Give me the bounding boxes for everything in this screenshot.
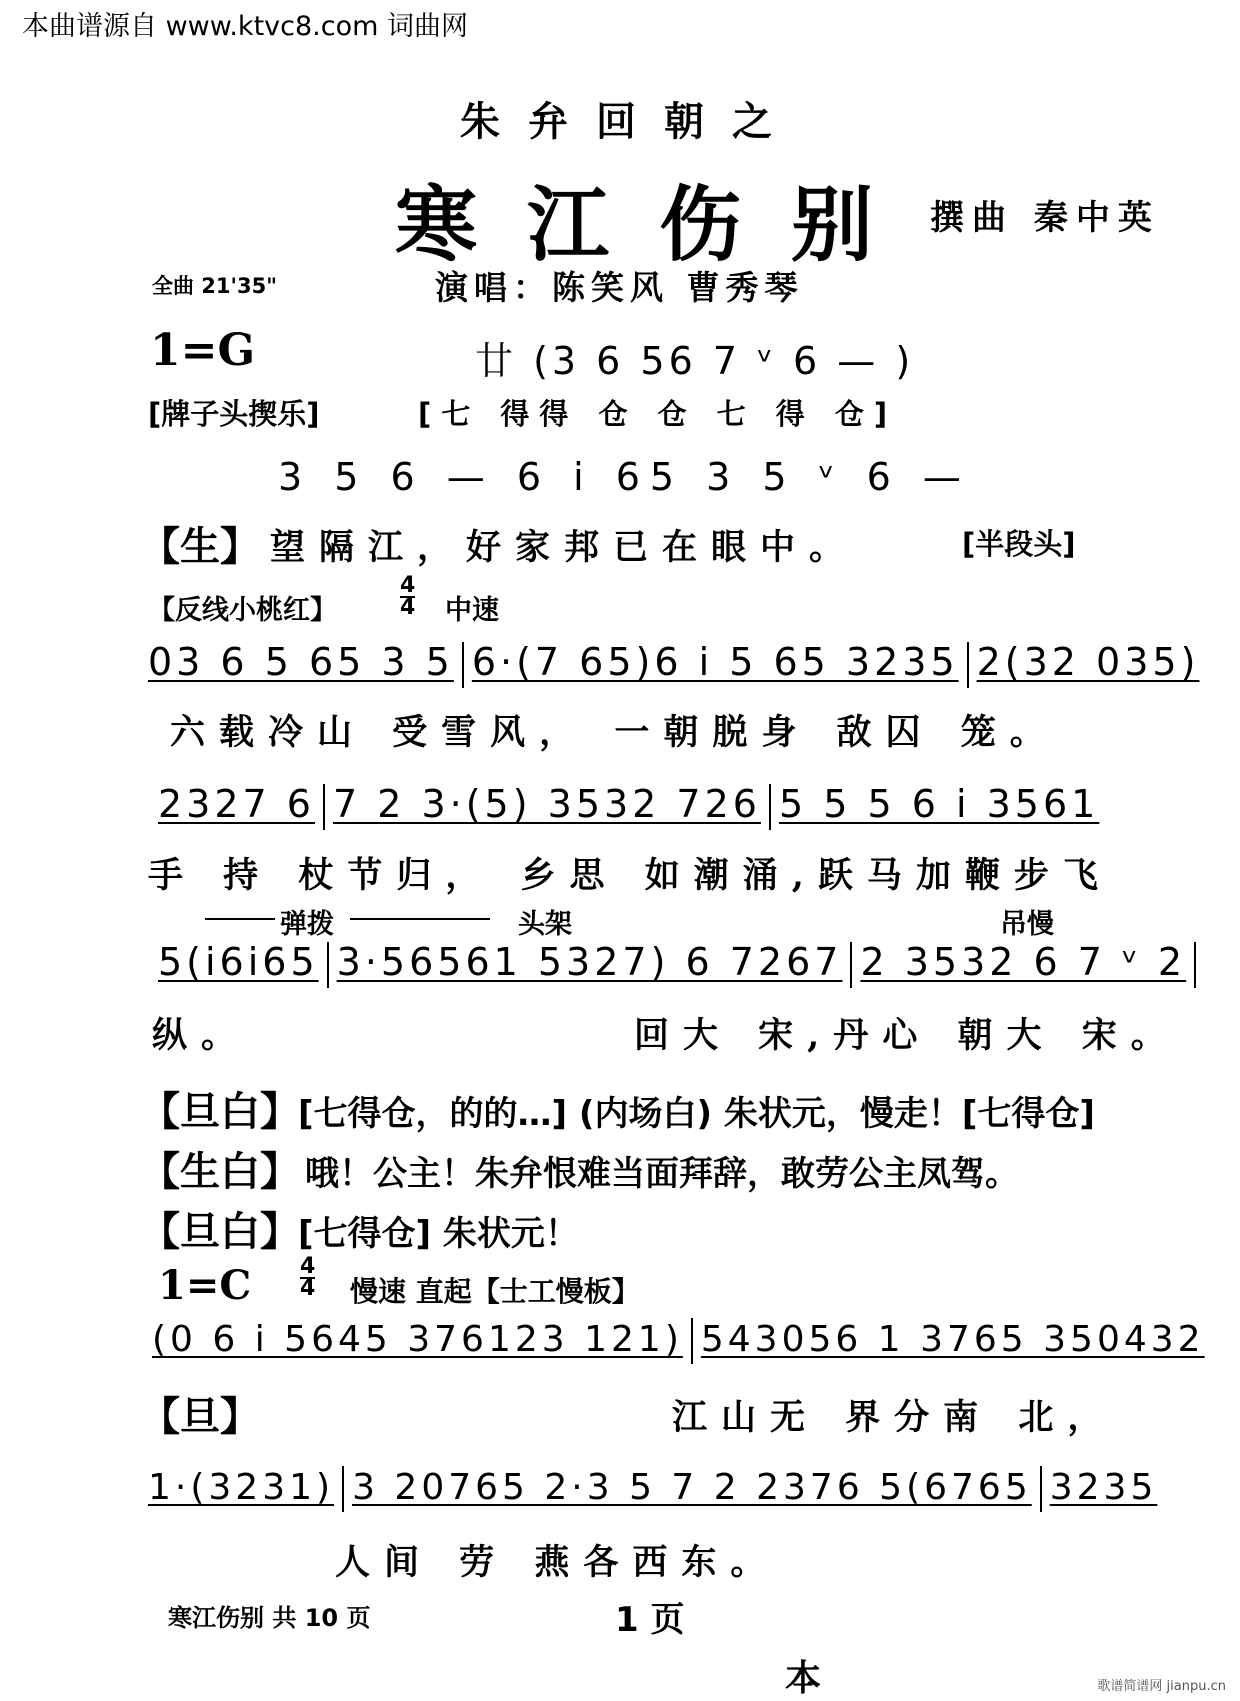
time-sig-denominator: 4 xyxy=(300,1276,316,1301)
measure-10: (0 6 i 5645 376123 121) xyxy=(152,1319,683,1360)
tempo-1: 中速 xyxy=(445,595,499,626)
notation-line-3 xyxy=(158,940,1204,988)
notation-line-4 xyxy=(152,1318,1205,1364)
footer-watermark: 歌谱简谱网 jianpu.cn xyxy=(1097,1679,1226,1694)
measure-13: 3 20765 2·3 5 7 2 2376 5(6765 xyxy=(352,1467,1032,1508)
notation-line-2 xyxy=(158,782,1099,830)
measure-6: 5 5 5 6 i 3561 xyxy=(778,782,1100,826)
measure-3: 2(32 035) xyxy=(976,640,1200,684)
measure-11: 543056 1 3765 350432 xyxy=(700,1319,1205,1360)
measure-12: 1·(3231) xyxy=(148,1467,335,1508)
notation-line-1 xyxy=(148,640,1199,688)
lyric-a: 望隔江，好家邦已在眼中。 xyxy=(270,527,859,568)
role-dan-bai-1: 【旦白】 xyxy=(140,1089,300,1135)
page-number: 1 页 xyxy=(615,1600,685,1640)
role-sheng: 【生】 xyxy=(140,524,260,570)
duration: 全曲 21'35" xyxy=(152,274,278,298)
lyric-f: 人间 劳 燕各西东。 xyxy=(335,1542,780,1583)
notation-line-5 xyxy=(148,1466,1157,1512)
lyric-b: 六载冷山 受雪风， 一朝脱身 敌囚 笼。 xyxy=(170,712,1059,753)
measure-2: 6·(7 65)6 i 5 65 3235 xyxy=(471,640,959,684)
tan-bo-line-left xyxy=(205,918,275,920)
measure-1: 03 6 5 65 3 5 xyxy=(148,640,454,684)
subtitle: 朱弁回朝之 xyxy=(460,98,800,145)
tan-bo-label: 弹拨 xyxy=(280,909,334,940)
lyric-d1: 纵。 xyxy=(152,1015,251,1056)
barline xyxy=(850,942,852,988)
barline xyxy=(323,784,325,830)
ben-char: 本 xyxy=(785,1658,822,1699)
tan-bo-line-right xyxy=(350,918,490,920)
tempo-2: 慢速 直起【士工慢板】 xyxy=(350,1275,640,1308)
pai-label: [牌子头揳乐] xyxy=(148,397,320,431)
intro-notes: 廿 (3 6 56 7 ᵛ 6 — ) xyxy=(475,339,915,383)
barline xyxy=(769,784,771,830)
measure-8: 3·56561 5327) 6 7267 xyxy=(336,940,843,984)
role-dan: 【旦】 xyxy=(140,1394,260,1440)
role-sheng-bai: 【生白】 xyxy=(140,1149,300,1195)
diao-man-label: 吊慢 xyxy=(1000,909,1054,940)
time-signature-2 xyxy=(300,1254,316,1301)
dialog-sheng-bai: 哦！公主！朱弁恨难当面拜辞，敢劳公主凤驾。 xyxy=(305,1154,1019,1194)
key-signature-c: 1=C xyxy=(158,1262,252,1309)
barline xyxy=(967,642,969,688)
fan-label: 【反线小桃红】 xyxy=(148,595,337,626)
line2-notes: 3 5 6 — 6 i 65 3 5 ᵛ 6 — xyxy=(278,455,971,499)
lyric-c: 手 持 杖节归， 乡思 如潮涌,跃马加鞭步飞 xyxy=(148,855,1112,896)
measure-9: 2 3532 6 7 ᵛ 2 xyxy=(860,940,1187,984)
page-title: 寒江伤别 xyxy=(395,177,924,273)
role-dan-bai-2: 【旦白】 xyxy=(140,1209,300,1255)
composer: 撰曲 秦中英 xyxy=(930,198,1160,238)
ban-duan-label: [半段头] xyxy=(962,527,1076,561)
lyric-e: 江山无 界分南 北， xyxy=(672,1397,1117,1438)
percussion-1: [七 得得 仓 仓 七 得 仓] xyxy=(418,397,898,431)
lyric-d2: 回大 宋,丹心 朝大 宋。 xyxy=(634,1015,1180,1056)
time-sig-numerator: 4 xyxy=(300,1254,316,1279)
barline xyxy=(327,942,329,988)
time-signature-1 xyxy=(400,573,416,620)
barline xyxy=(691,1318,693,1364)
barline xyxy=(1040,1466,1042,1512)
dialog-dan-bai-1: [七得仓，的的…] (内场白) 朱状元，慢走！[七得仓] xyxy=(298,1094,1095,1134)
time-sig-numerator: 4 xyxy=(400,573,416,598)
tou-jia-label: 头架 xyxy=(518,909,572,940)
barline xyxy=(1194,942,1196,988)
key-signature-g: 1=G xyxy=(150,325,256,376)
watermark: 本曲谱源自 www.ktvc8.com 词曲网 xyxy=(22,11,468,42)
page-footer-title: 寒江伤别 共 10 页 xyxy=(168,1604,371,1632)
measure-5: 7 2 3·(5) 3532 726 xyxy=(332,782,761,826)
measure-4: 2327 6 xyxy=(158,782,315,826)
barline xyxy=(462,642,464,688)
measure-7: 5(i6i65 xyxy=(158,940,319,984)
time-sig-denominator: 4 xyxy=(400,595,416,620)
barline xyxy=(342,1466,344,1512)
dialog-dan-bai-2: [七得仓] 朱状元！ xyxy=(298,1214,579,1254)
singers: 演唱：陈笑风 曹秀琴 xyxy=(435,268,804,307)
measure-14: 3235 xyxy=(1049,1467,1158,1508)
